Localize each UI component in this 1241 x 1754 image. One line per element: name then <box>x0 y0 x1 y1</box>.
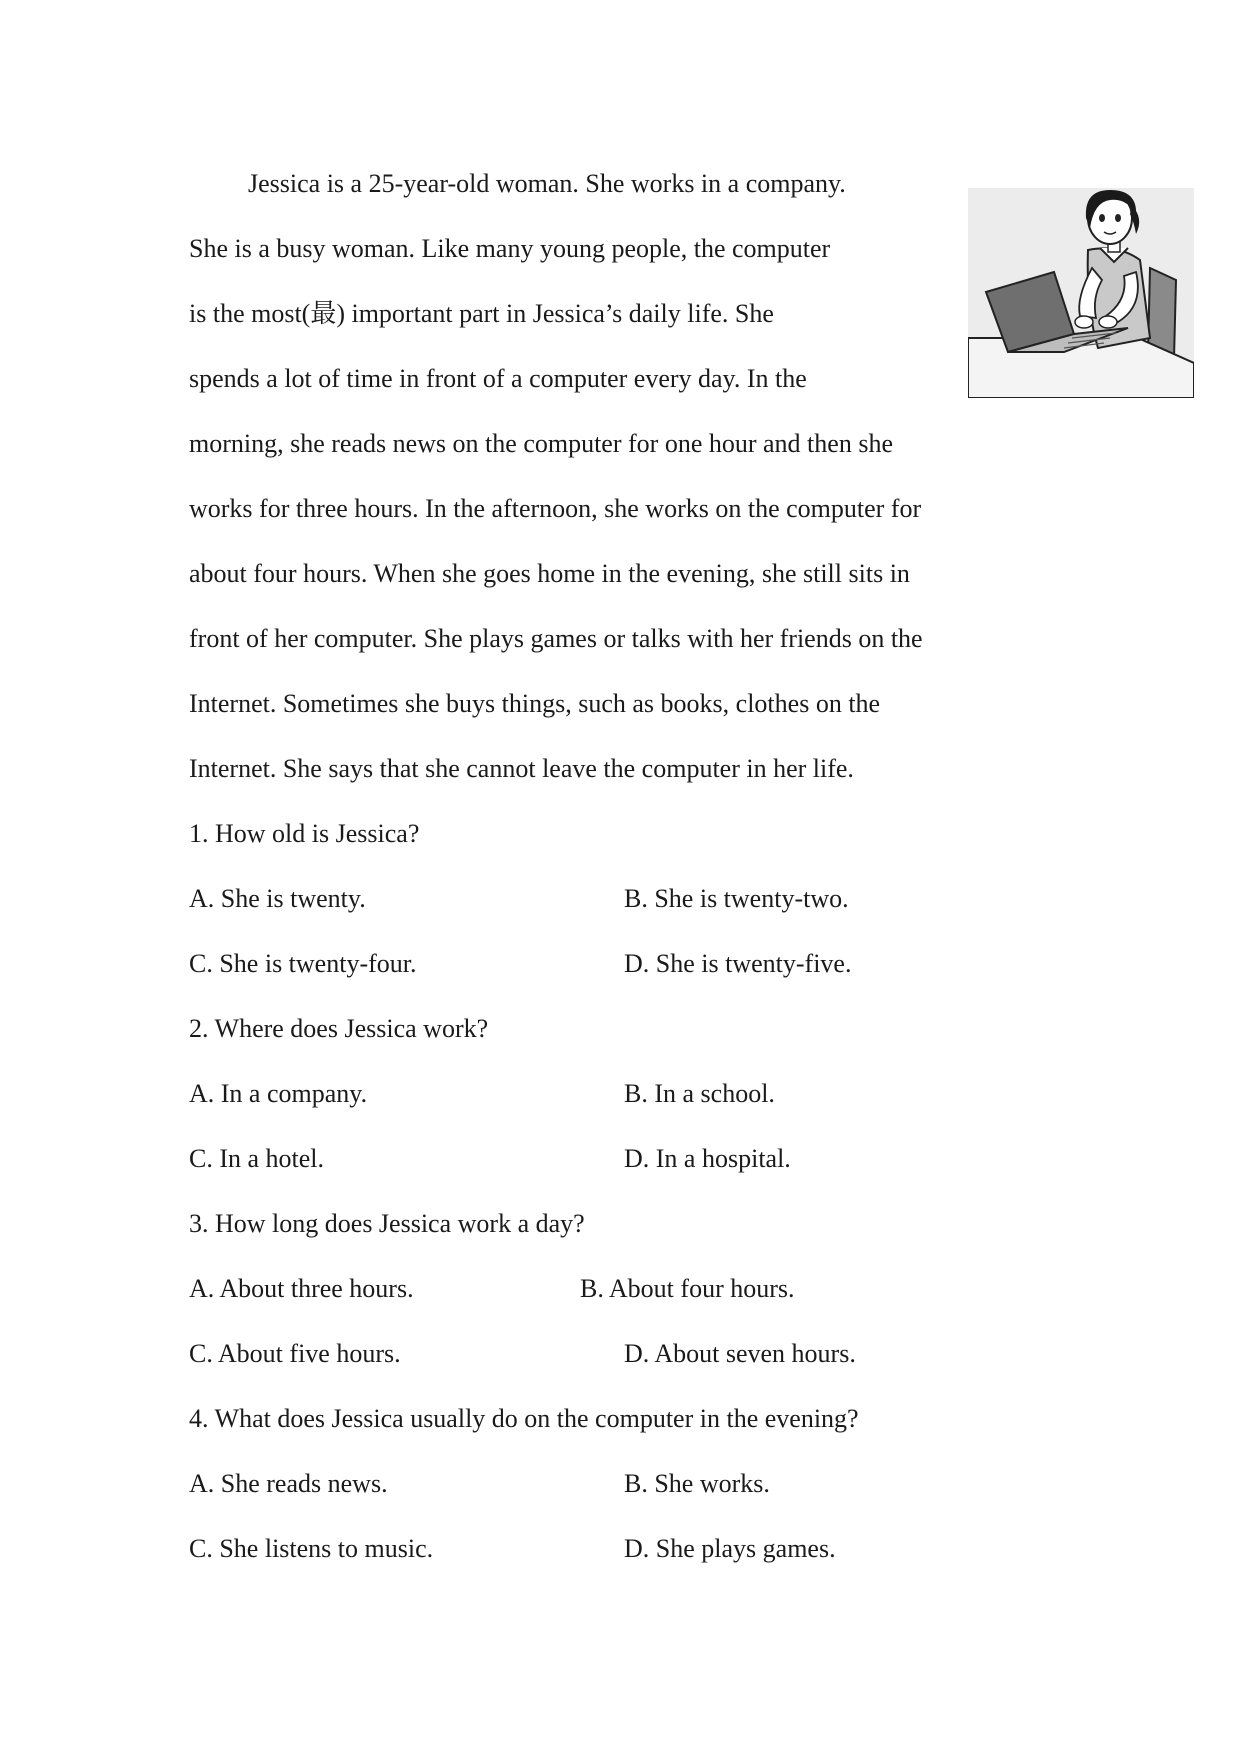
passage-line: Internet. She says that she cannot leave the computer in her life. <box>189 754 854 783</box>
option-d: D. She plays games. <box>624 1534 836 1563</box>
option-a: A. She reads news. <box>189 1469 388 1498</box>
question-text: 1. How old is Jessica? <box>189 819 420 848</box>
passage-line: Internet. Sometimes she buys things, such as books, clothes on the <box>189 689 881 718</box>
passage-line: works for three hours. In the afternoon, she works on the computer for <box>189 494 922 523</box>
option-c: C. In a hotel. <box>189 1144 325 1173</box>
passage-line: She is a busy woman. Like many young people, the computer <box>189 234 831 263</box>
question-text: 3. How long does Jessica work a day? <box>189 1209 585 1238</box>
option-a: A. About three hours. <box>189 1274 414 1303</box>
woman-at-laptop-illustration <box>968 188 1194 398</box>
option-d: D. About seven hours. <box>624 1339 856 1368</box>
option-b: B. About four hours. <box>580 1274 795 1303</box>
passage-line: spends a lot of time in front of a computer every day. In the <box>189 364 807 393</box>
option-d: D. In a hospital. <box>624 1144 791 1173</box>
passage-line: is the most(最) important part in Jessica’s daily life. She <box>189 299 774 328</box>
question-text: 4. What does Jessica usually do on the computer in the evening? <box>189 1404 859 1433</box>
question-text: 2. Where does Jessica work? <box>189 1014 489 1043</box>
option-b: B. She works. <box>624 1469 770 1498</box>
passage-line: front of her computer. She plays games or talks with her friends on the <box>189 624 923 653</box>
passage-line: Jessica is a 25-year-old woman. She works in a company. <box>248 169 846 198</box>
option-a: A. She is twenty. <box>189 884 366 913</box>
passage-line: morning, she reads news on the computer for one hour and then she <box>189 429 893 458</box>
option-a: A. In a company. <box>189 1079 368 1108</box>
option-b: B. In a school. <box>624 1079 775 1108</box>
option-c: C. About five hours. <box>189 1339 401 1368</box>
option-b: B. She is twenty-two. <box>624 884 849 913</box>
option-c: C. She listens to music. <box>189 1534 434 1563</box>
option-d: D. She is twenty-five. <box>624 949 852 978</box>
option-c: C. She is twenty-four. <box>189 949 417 978</box>
passage-line: about four hours. When she goes home in the evening, she still sits in <box>189 559 910 588</box>
